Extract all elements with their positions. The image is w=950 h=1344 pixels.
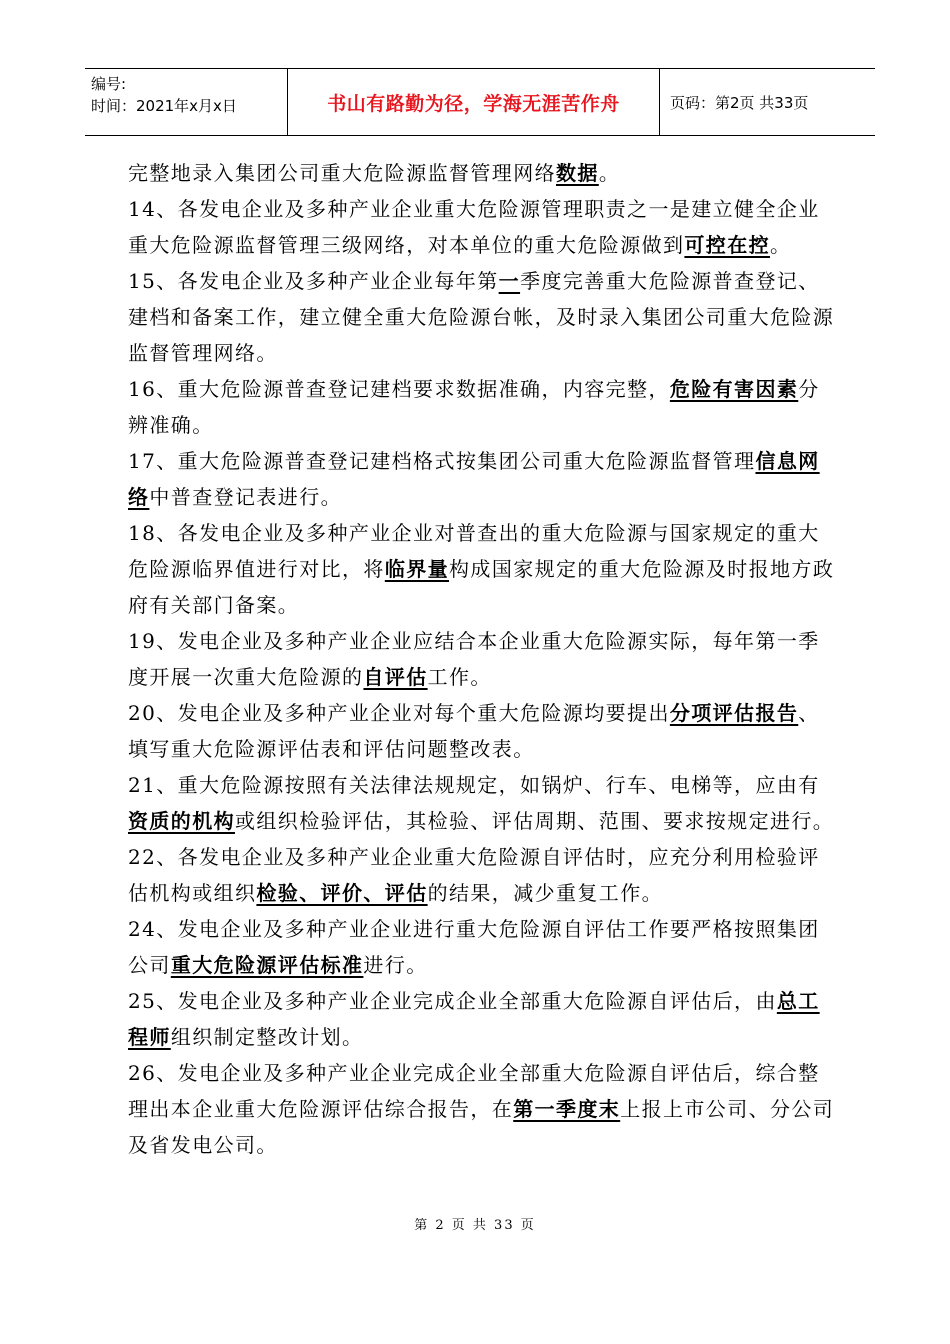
keyword-underlined: 资质的机构 <box>128 809 235 833</box>
paragraph <box>128 839 838 911</box>
paragraph <box>128 695 838 767</box>
paragraph-text: 、填写重大危险源评估表和评估问题整改表。 <box>128 701 820 761</box>
paragraph-text: 中普查登记表进行。 <box>149 485 343 509</box>
paragraph-text: 22、各发电企业及多种产业企业重大危险源自评估时，应充分利用检验评估机构或组织 <box>128 845 820 905</box>
keyword-underlined: 检验、评价、评估 <box>256 881 428 905</box>
paragraph-text: 25、发电企业及多种产业企业完成企业全部重大危险源自评估后，由 <box>128 989 777 1013</box>
keyword-underlined: 总工程师 <box>128 989 820 1049</box>
paragraph-text: 工作。 <box>427 665 492 689</box>
paragraph <box>128 263 838 371</box>
page-header <box>85 68 875 136</box>
paragraph-text: 季度完善重大危险源普查登记、建档和备案工作，建立健全重大危险源台帐，及时录入集团公司重大危险源监督管理网络。 <box>128 269 835 365</box>
keyword-underlined: 第一季度末 <box>513 1097 621 1121</box>
paragraph-text: 14、各发电企业及多种产业企业重大危险源管理职责之一是建立健全企业重大危险源监督管理三级网络，对本单位的重大危险源做到 <box>128 197 820 257</box>
paragraph <box>128 983 838 1055</box>
paragraph-text: 。 <box>598 161 621 185</box>
header-motto: 书山有路勤为径，学海无涯苦作舟 <box>287 69 660 135</box>
paragraph <box>128 443 838 515</box>
paragraph-text: 。 <box>770 233 792 257</box>
paragraph-text: 19、发电企业及多种产业企业应结合本企业重大危险源实际，每年第一季度开展一次重大危险源的 <box>128 629 820 689</box>
keyword-underlined: 可控在控 <box>684 233 771 257</box>
header-meta <box>85 69 287 135</box>
paragraph-text: 进行。 <box>363 953 428 977</box>
paragraph-text: 分辨准确。 <box>128 377 820 437</box>
paragraph-text: 完整地录入集团公司重大危险源监督管理网络 <box>128 161 556 185</box>
keyword-underlined: 信息网络 <box>128 449 820 509</box>
keyword-underlined: 重大危险源评估标准 <box>170 953 364 977</box>
paragraph-text: 的结果，减少重复工作。 <box>427 881 664 905</box>
paragraph-text: 构成国家规定的重大危险源及时报地方政府有关部门备案。 <box>128 557 835 617</box>
time-label: 时间：2021年x月x日 <box>91 97 237 115</box>
paragraph <box>128 515 838 623</box>
document-body <box>128 155 838 1163</box>
paragraph <box>128 767 838 839</box>
paragraph <box>128 191 838 263</box>
keyword-underlined: 分项评估报告 <box>669 701 799 725</box>
page-footer: 第 2 页 共 33 页 <box>414 1218 536 1233</box>
code-label: 编号: <box>91 75 127 93</box>
paragraph-text: 24、发电企业及多种产业企业进行重大危险源自评估工作要严格按照集团公司 <box>128 917 820 977</box>
paragraph-text: 或组织检验评估，其检验、评估周期、范围、要求按规定进行。 <box>235 809 835 833</box>
paragraph-text: 15、各发电企业及多种产业企业每年第 <box>128 269 499 293</box>
keyword-underlined: 一 <box>498 269 521 293</box>
paragraph-text: 17、重大危险源普查登记建档格式按集团公司重大危险源监督管理 <box>128 449 756 473</box>
paragraph-text: 16、重大危险源普查登记建档要求数据准确，内容完整， <box>128 377 670 401</box>
paragraph <box>128 155 838 191</box>
paragraph-text: 上报上市公司、分公司及省发电公司。 <box>128 1097 835 1157</box>
paragraph <box>128 623 838 695</box>
paragraph-text: 26、发电企业及多种产业企业完成企业全部重大危险源自评估后，综合整理出本企业重大危险源评估综合报告，在 <box>128 1061 820 1121</box>
keyword-underlined: 危险有害因素 <box>669 377 799 401</box>
paragraph-text: 21、重大危险源按照有关法律法规规定，如锅炉、行车、电梯等，应由有 <box>128 773 820 797</box>
paragraph-text: 18、各发电企业及多种产业企业对普查出的重大危险源与国家规定的重大危险源临界值进行对比，将 <box>128 521 820 581</box>
keyword-underlined: 临界量 <box>384 557 450 581</box>
paragraph-text: 组织制定整改计划。 <box>170 1025 364 1049</box>
keyword-underlined: 数据 <box>556 161 599 185</box>
paragraph <box>128 371 838 443</box>
header-page-number: 页码：第2页 共33页 <box>670 93 809 112</box>
keyword-underlined: 自评估 <box>363 665 428 689</box>
paragraph-text: 20、发电企业及多种产业企业对每个重大危险源均要提出 <box>128 701 670 725</box>
paragraph <box>128 911 838 983</box>
paragraph <box>128 1055 838 1163</box>
